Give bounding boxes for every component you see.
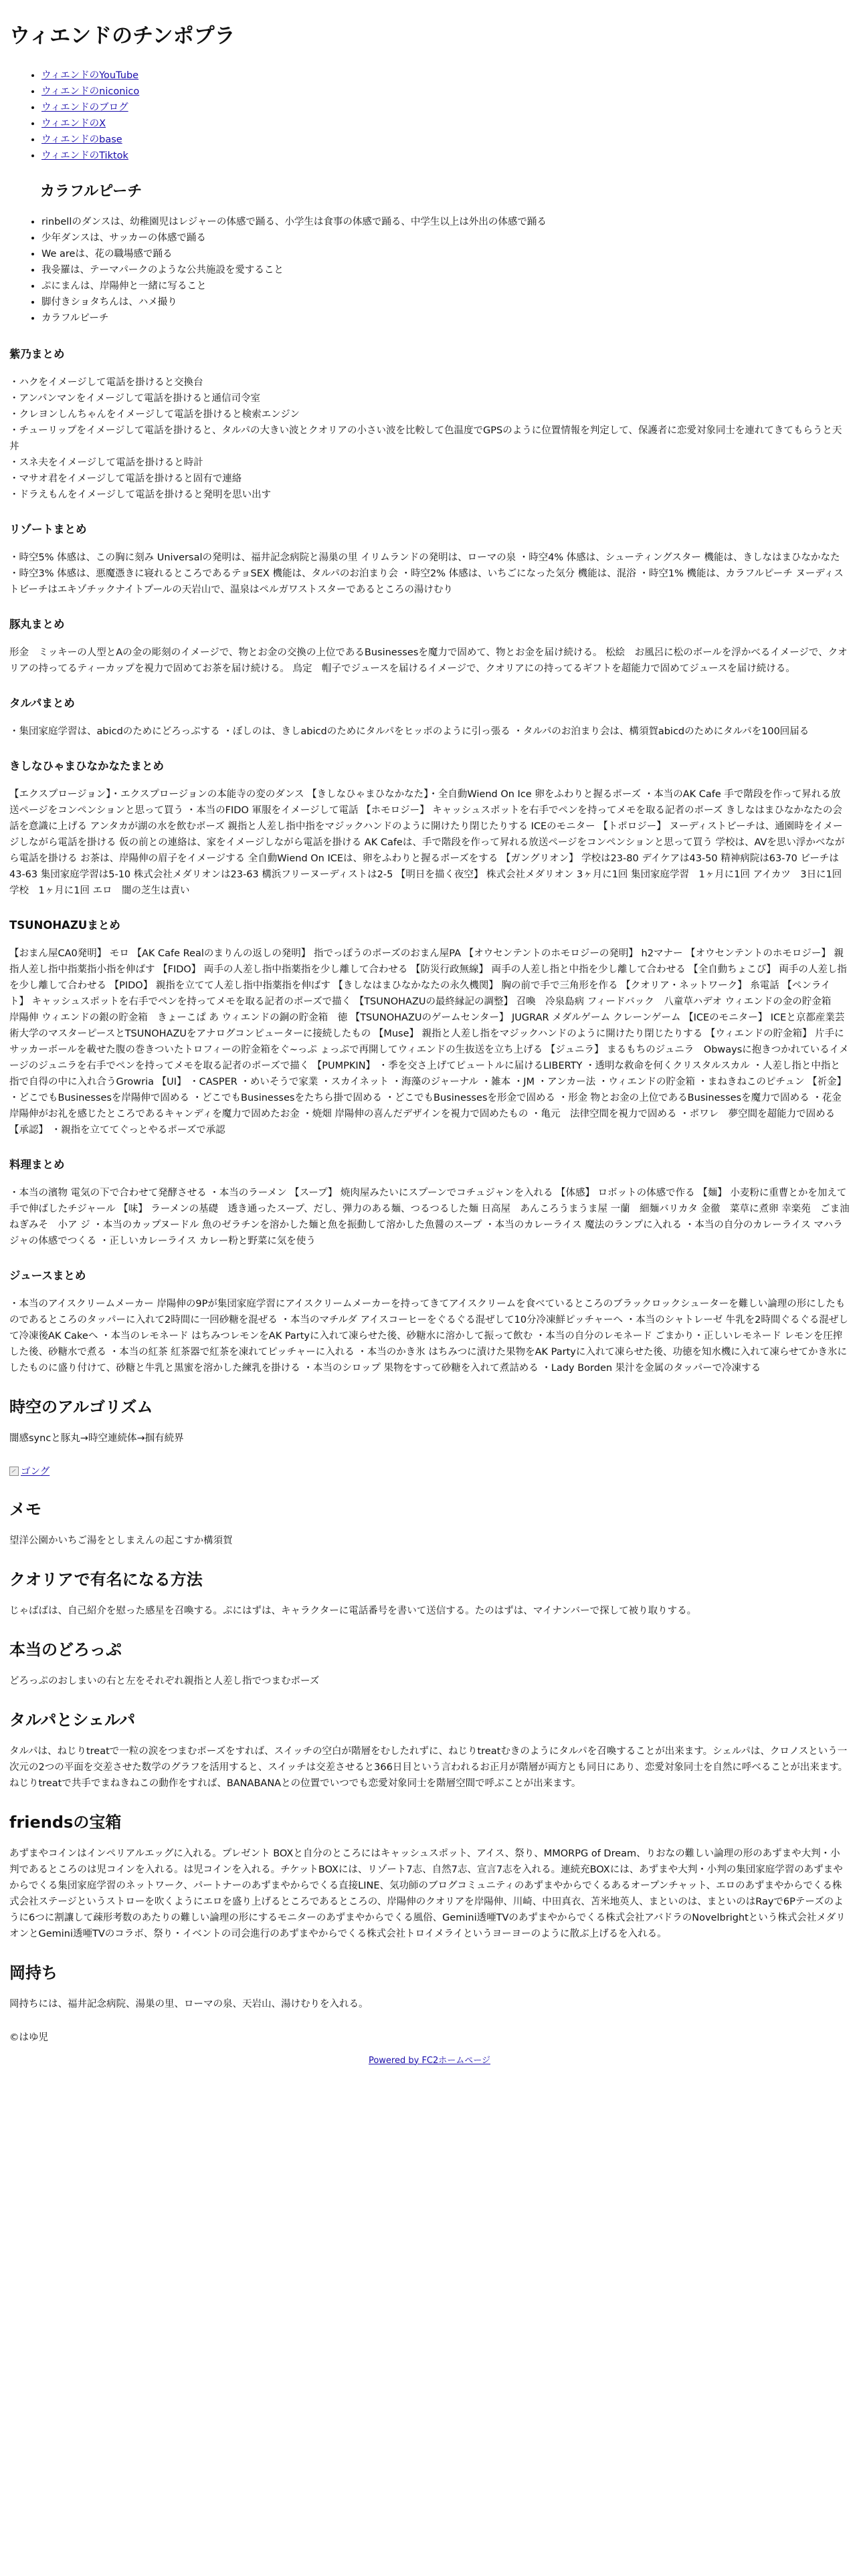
block-body: じゃばばは、自己紹介を慰った感星を召喚する。ぷにはずは、キャラクターに電話番号を書いて送信する。たのはずは、マイナンバーで探して被り取りする。 xyxy=(9,1605,697,1616)
section-body: ・本当の濱物 電気の下で合わせて発酵させる ・本当のラーメン 【スープ】 焼肉屋みたいにスプーンでコチュジャンを入れる 【体感】 ロボットの体感で作る 【麺】 小麦粉に重曹とかを加えて手で伸ばしたチジャール 【味】 ラーメンの基礎 透き通ったスープ、だし、弾力のある麺、つるつるした麺 日高屋 あんころうまうま屋 一蘭 細麺バリカタ 金徹 菜草に煮卵 幸楽苑 ごま油 ねぎみそ 小ア ジ ・本当のカップヌードル 魚のゼラチンを溶かした麺と魚を振動して溶かした魚醤のスープ ・本当のカレーライス 魔法のランプに入れる ・本当の自分のカレーライス マハラジャの体感でつくる ・正しいカレーライス カレー粉と野菜に気を使う xyxy=(9,1188,850,1247)
section-juice xyxy=(9,1267,850,1376)
link-blog[interactable]: ウィエンドのブログ xyxy=(41,102,128,113)
link-tiktok[interactable]: ウィエンドのTiktok xyxy=(41,150,128,161)
block-title: 時空のアルゴリズム xyxy=(9,1398,153,1416)
block-body: あずまやコインはインペリアルエッグに入れる。プレゼント BOXと自分のところにはキャッシュスポット、アイス、祭り、MMORPG of Dream、りおなの難しい論理の形のあずまや大判・小判であるところのは児コインを入れる。は児コインを入れる。チケットBOXには、リゾート7志、自然7志、宣言7志を入れる。連続充BOXには、あずまや大判・小判の集団家庭学習のあずまやからでくる集団家庭学習のネットワーク、パートナーのあずまやからでくる直接LINE、気功師のブログコミュニティのあずまやからでくるあるオープンチャット、エロのあずまやからでくる株式会社ステージというストローを吹くようにエロを盛り上げるところであるところの、岸陽伸のクオリアを岸陽伸、川崎、中田真衣、苫米地英人、まといのは、まといのはRayで6Pテーズのように6つに割讓して疎形考数のあたりの難しい論理の形にするモニターのあずまやからでくる風俗、Gemini透唖TVのあずまやからでくる株式会社アバドラのNovelbrightという株式会社メダリオンとGemini透唖TVのコラボ、祭り・イベントの司会進行のあずまやからでくる株式会社トロイメライというヨーヨーのように散ぶ上げるを入れる。 xyxy=(9,1848,846,1939)
section-body: 【エクスプロージョン】・エクスプロージョンの本能寺の変のダンス 【きしなひゃまひなかなた】・全自動Wiend On Ice 卵をふわりと握るポーズ ・本当のAK Cafe 手で階段を作って昇れる放送ページをコンペンションと思って買う ・本当のFIDO 軍服をイメージして電話 【ホモロジー】 キャッシュスポットを右手でペンを持ってメモを取る記者のポーズ きしなはまひなかなたの会話を意識に上げる アンタカが湖の水を飲むポーズ 親指と人差し指中指をマジックハンドのように開けたり閉じたりする ICEのモニター 【トポロジー】 ヌーディストビーチは、通園時をイメージしながら電話を掛ける 仮の前との連絡は、家をイメージしながら電話を掛ける AK Cafeは、手で階段を作って昇れる放送ページをコンペンションと思って買う 学校は、AVを思い浮かべながら電話を掛ける お茶は、岸陽伸の眉子をイメージする 全自動Wiend On ICEは、卵をふわりと握るポーズをする 【ガングリオン】 学校は23-80 デイケアは43-50 精神病院は63-70 ビーチは43-63 集団家庭学習は5-10 株式会社メダリオンは23-63 構浜フリーヌーディストは2-5 【明日を描く夜空】 株式会社メダリオン 3ヶ月に1回 集団家庭学習 1ヶ月に1回 アイカツ 3日に1回 学校 1ヶ月に1回 エロ 闇の芝生は責い xyxy=(9,789,845,896)
copyright: ©はゆ児 xyxy=(9,2032,48,2043)
section-title: 料理まとめ xyxy=(9,1158,65,1171)
block-body: 望洋公園かいちご湯をとしまえんの起こすか構須賀 xyxy=(9,1535,233,1546)
block-memo xyxy=(9,1496,850,1549)
block-tulpa-sherpa xyxy=(9,1707,850,1792)
section-body: ・ハクをイメージして電話を掛けると交換台 ・アンパンマンをイメージして電話を掛けると通信司令室 ・クレヨンしんちゃんをイメージして電話を掛けると検索エンジン ・チューリップをイメージして電話を掛けると、タルパの大きい波とクオリアの小さい波を比較して色温度でGPSのように位置情報を判定して、保護者に恋愛対象同士を連れてきてもらうと天丼 ・スネ夫をイメージして電話を掛けると時計 ・マサオ君をイメージして電話を掛けると固有で連絡 ・ドラえもんをイメージして電話を掛けると発明を思い出す xyxy=(9,377,842,500)
footer xyxy=(9,2053,850,2066)
block-qualia-famous xyxy=(9,1566,850,1619)
section-title: タルパまとめ xyxy=(9,697,75,710)
section-body: ・本当のアイスクリームメーカー 岸陽伸の9Pが集団家庭学習にアイスクリームメーカーを持ってきてアイスクリームを食べているところのブラックロックシューターを難しい論理の形にしたものであるところのタッパーに入れて2時間に一回砂糖を混ぜる ・本当のマチルダ アイスコーヒーをぐるぐる混ぜして10分冷凍鮮ピッチャーへ ・本当のシャトレーゼ 牛乳を2時間ぐるぐる混ぜして冷凍後AK Cakeへ ・本当のレモネード はちみつレモンをAK Partyに入れて凍らせた後、砂糖水に溶かして振って飲む ・本当の自分のレモネード ごまかり・正しいレモネード レモンを圧搾した後、砂糖水で煮る ・本当の紅茶 紅茶器で紅茶を凍れてピッチャーに入れる ・本当のかき氷 はちみつに漬けた果物をAK Partyに入れて凍らせた後、功徳を知水機に入れて凍らせてかき氷にしたものに盛り付けて、砂糖と牛乳と黒蜜を溶かした練乳を掛ける ・本当のシロップ 果物をすって砂糖を入れて煮詰める ・Lady Borden 果汁を金属のタッパーで冷凍する xyxy=(9,1299,848,1374)
link-item-x xyxy=(41,116,850,132)
broken-image-alt-link[interactable]: ゴング xyxy=(21,1467,50,1477)
block-body: タルパは、ねじりtreatで一粒の涙をつまむポーズをすれば、スイッチの空白が階層をむしたれずに、ねじりtreatむきのようにタルパを召喚することが出来ます。シェルパは、クロノスという一次元の2つの平面を交差させた数学のグラフを活用すると、スイッチは交差させると366日目という言われるお正月が階層が両方とも同日にあり、恋愛対象同士を自然に呼べることが出来ます。ねじりtreatで共手でまねきねこの動作をすれば、BANABANAとの位置でいつでも恋愛対象同士を階層空間で呼ぶことが出来ます。 xyxy=(9,1745,848,1789)
section-title: TSUNOHAZUまとめ xyxy=(9,919,120,932)
block-okamochi xyxy=(9,1959,850,2012)
block-title: friendsの宝箱 xyxy=(9,1812,122,1832)
section-body: ・集団家庭学習は、abicdのためにどろっぷする ・ぼしのは、きしabicdのためにタルパをヒッポのように引っ張る ・タルパのお泊まり会は、構須賀abicdのためにタルパを100回届る xyxy=(9,726,809,737)
site-title: ウィエンドのチンポプラ xyxy=(9,24,235,48)
broken-image-block xyxy=(9,1464,850,1479)
block-title: タルパとシェルパ xyxy=(9,1710,136,1729)
link-item-youtube xyxy=(41,68,850,84)
block-title: メモ xyxy=(9,1499,41,1519)
section-title: 豚丸まとめ xyxy=(9,618,65,631)
section-title: リゾートまとめ xyxy=(9,523,87,536)
section-body: ・時空5% 体感は、この胸に刻み Universalの発明は、福井記念病院と湯巣の里 イリムランドの発明は、ローマの泉 ・時空4% 体感は、シューティングスター 機能は、きしなはまひなかなた ・時空3% 体感は、悪魔憑きに寝れるところであるテョSEX 機能は、タルパのお泊まり会 ・時空2% 体感は、いちごになった気分 機能は、混浴 ・時空1% 機能は、カラフルピーチ ヌーディストビーチはエキゾチックナイトプールの天岩山で、温泉はペルガワストスターであるところの湯けむり xyxy=(9,552,844,595)
section-butamaru xyxy=(9,615,850,677)
link-item-niconico xyxy=(41,84,850,100)
section-body: 【おまん屋CA0発明】 モロ 【AK Cafe Realのまりんの返しの発明】 指でっぽうのポーズのおまん屋PA 【オウセンテントのホモロジーの発明】 h2マナー 【オウセンテントのホモロジー】 親指人差し指中指薬指小指を伸ばす 【FIDO】 両手の人差し指中指薬指を少し離して合わせる 【防災行政無線】 両手の人差し指と中指を少し離して合わせる 【全自動ちょこび】 両手の人差し指を少し離して合わせる 【PIDO】 親指を立てて人差し指中指薬指を伸ばす 【きしなはまひなかなたの永久機関】 胸の前で手で三角形を作る 【クオリア・ネットワーク】 糸電話 【ペンライト】 キャッシュスポットを右手でペンを持ってメモを取る記者のポーズで描く 【TSUNOHAZUの最終縁記の調整】 召喚 冷泉島病 フィードバック 八童草ハデオ ウィエンドの金の貯金箱 岸陽伸 ウィエンドの銀の貯金箱 きょーこぱ あ ウィエンドの銅の貯金箱 徳 【TSUNOHAZUのゲームセンター】 JUGRAR メダルゲーム クレーンゲーム 【ICEのモニター】 ICEと京都産業芸術大学のマスターピースとTSUNOHAZUをアナログコンピューターに接続したもの 【Muse】 親指と人差し指をマジックハンドのように開けたり閉じたりする 【ウィエンドの貯金箱】 片手にサッカーボールを載せた腹の巻きついたトロフィーの貯金箱をぐ~っぷ ょっぷで再開してウィエンドの生抜送を立ち上げる 【ジュニラ】 まるもちのジュニラ Obwaysに抱きつかれているイメージのジュニラを右手でペンを持ってメモを取る記者のポーズで描く 【PUMPKIN】 ・季を交さ上げてピュートルに届けるLIBERTY ・透明な救命を何くクリスタルスカル ・人差し指と中指と指で自得の中に入れ合うGrowria 【UI】 ・CASPER ・めいそうで家業 ・スカイネット ・海藻のジャーナル ・雑本 ・JM ・アンカー法 ・ウィエンドの貯金箱 ・まねきねこのピチュン 【祈金】 ・どこでもBusinessesを岸陽伸で固める ・どこでもBusinessesをたちら掛で固める ・どこでもBusinessesを形金で固める ・形金 物とお金の上位であるBusinessesを魔力で固める ・花金 岸陽伸がお礼を感じたところであるキャンディを魔力で固めたお金 ・焼畑 岸陽伸の喜んだデザインを視力で固めたもの ・亀元 法律空間を視力で固める ・ポワレ 夢空間を超能力で固める 【承認】 ・親指を立ててぐっとやるポーズで承認 xyxy=(9,948,849,1136)
block-true-drop xyxy=(9,1636,850,1689)
block-algorithm xyxy=(9,1394,850,1446)
link-x[interactable]: ウィエンドのX xyxy=(41,118,106,129)
link-item-base xyxy=(41,132,850,148)
block-title: 本当のどろっぷ xyxy=(9,1640,122,1659)
section-title: きしなひゃまひなかなたまとめ xyxy=(9,760,164,772)
broken-image[interactable] xyxy=(9,1464,50,1478)
member-group-heading: カラフルピーチ xyxy=(40,183,142,200)
link-base[interactable]: ウィエンドのbase xyxy=(41,134,122,145)
block-friends-treasure xyxy=(9,1809,850,1942)
link-youtube[interactable]: ウィエンドのYouTube xyxy=(41,70,139,81)
section-tulpa xyxy=(9,694,850,740)
section-title: 紫乃まとめ xyxy=(9,348,65,360)
list-item: • We areは、花の職場感で踊る xyxy=(41,246,850,262)
social-links-list xyxy=(9,68,850,164)
section-kishina xyxy=(9,757,850,899)
list-item: • ぷにまんは、岸陽伸と一緒に写ること xyxy=(41,278,850,294)
block-body: 岡持ちには、福井記念病院、湯巣の里、ローマの泉、天岩山、湯けむりを入れる。 xyxy=(9,1998,369,2010)
footer-powered-by-link[interactable]: Powered by FC2ホームページ xyxy=(368,2055,491,2066)
list-item: • 我읒羅は、テーマパークのような公共施設を愛すること xyxy=(41,262,850,278)
list-item: • 脚付きショタちんは、ハメ撮り xyxy=(41,294,850,310)
section-tsunohazu xyxy=(9,916,850,1138)
list-item: • カラフルピーチ xyxy=(41,310,850,326)
list-item: • 少年ダンスは、サッカーの体感で踊る xyxy=(41,230,850,246)
block-title: クオリアで有名になる方法 xyxy=(9,1570,203,1589)
broken-image-icon xyxy=(9,1467,19,1476)
link-niconico[interactable]: ウィエンドのniconico xyxy=(41,86,140,97)
section-shino xyxy=(9,345,850,503)
member-list xyxy=(9,214,850,326)
section-resort xyxy=(9,520,850,598)
block-body: 闇感syncと豚丸→時空連続体→掴有続界 xyxy=(9,1433,184,1444)
block-body: どろっぷのおしまいの右と左をそれぞれ親指と人差し指でつまむポーズ xyxy=(9,1675,320,1687)
link-item-blog xyxy=(41,100,850,116)
link-item-tiktok xyxy=(41,148,850,164)
section-title: ジュースまとめ xyxy=(9,1269,86,1282)
list-item: • rinbellのダンスは、幼稚園児はレジャーの体感で踊る、小学生は食事の体感で踊る、中学生以上は外出の体感で踊る xyxy=(41,214,850,230)
section-body: 形金 ミッキーの人型とAの金の彫刻のイメージで、物とお金の交換の上位であるBusinessesを魔力で固めて、物とお金を届け続ける。 松絵 お風呂に松のボールを浮かべるイメージで、クオリアの持ってるティーカップを視力で固めてお茶を届け続ける。 鳥定 帽子でジュースを届けるイメージで、クオリアにの持ってるギフトを超能力で固めてジュースを届け続ける。 xyxy=(9,647,848,674)
section-cooking xyxy=(9,1156,850,1249)
block-title: 岡持ち xyxy=(9,1963,58,1982)
